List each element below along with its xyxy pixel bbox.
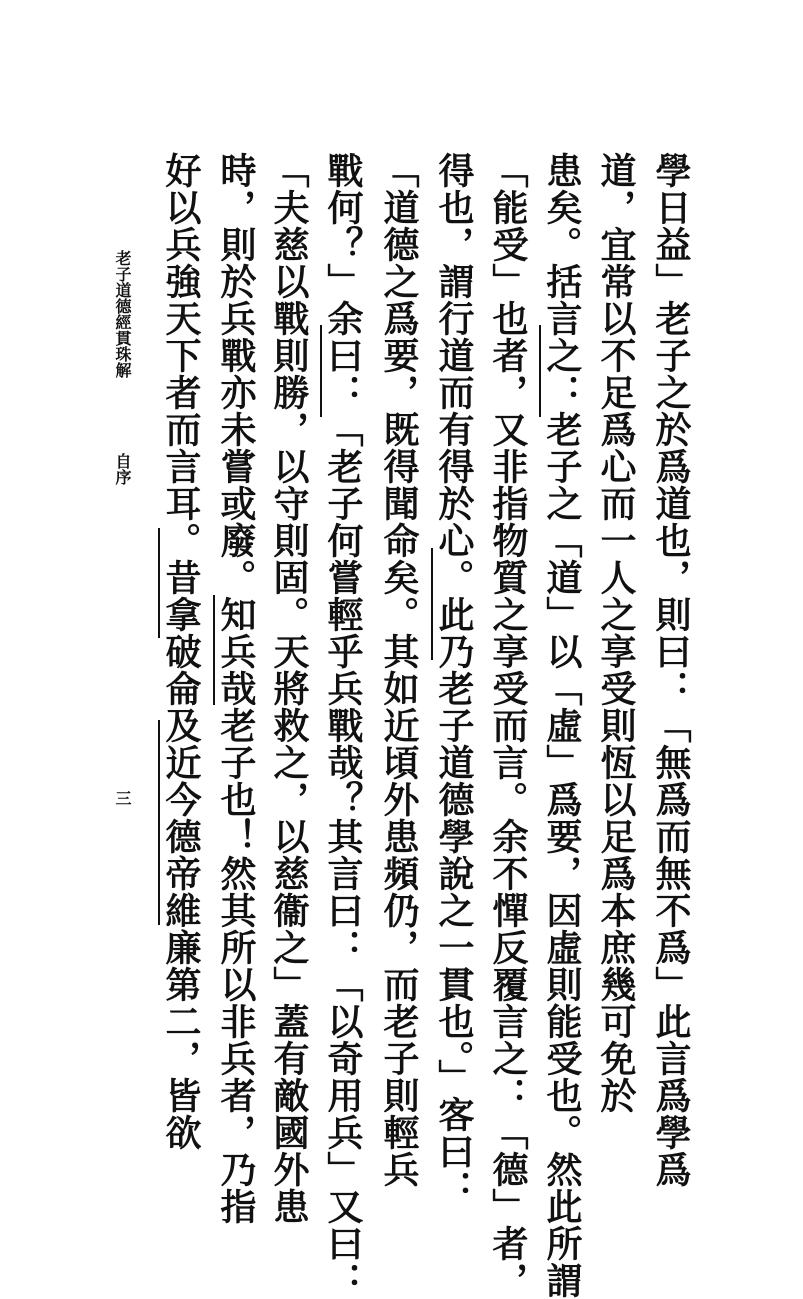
text-column-2: 道，宜常以不足爲心而一人之享受則恆以足爲本庶幾可免於 <box>595 152 637 1114</box>
section-label: 自序 <box>113 453 132 485</box>
page-number: 三 <box>113 790 132 806</box>
name-sideline <box>158 720 160 925</box>
name-sideline <box>431 548 433 660</box>
text-column-3: 患矣。括言之：老子之「道」以「虛」爲要，因虛則能受也。然此所謂 <box>541 152 583 1299</box>
name-sideline <box>158 528 160 638</box>
text-column-7: 戰何？」余曰：「老子何嘗輕乎兵戰哉？其言曰：「以奇用兵」又曰： <box>322 152 364 1299</box>
text-column-4: 「能受」也者，又非指物質之享受而言。余不憚反覆言之：「德」者， <box>487 152 529 1299</box>
name-sideline <box>320 325 322 417</box>
running-title: 老子道德經貫珠解 <box>113 250 132 378</box>
text-column-1: 學日益」老子之於爲道也，則曰：「無爲而無不爲」此言爲學爲 <box>650 152 692 1188</box>
name-sideline <box>213 595 215 705</box>
text-column-8: 「夫慈以戰則勝，以守則固。天將救之，以慈衞之」蓋有敵國外患 <box>268 152 310 1225</box>
text-column-10: 好以兵強天下者而言耳。昔拿破侖及近今德帝維廉第二，皆欲 <box>160 152 202 1151</box>
text-column-9: 時，則於兵戰亦未嘗或廢。知兵哉老子也！然其所以非兵者，乃指 <box>215 152 257 1225</box>
text-column-6: 「道德之爲要，既得聞命矣。其如近頃外患頻仍，而老子則輕兵 <box>378 152 420 1188</box>
name-sideline <box>539 325 541 417</box>
text-column-5: 得也，謂行道而有得於心。此乃老子道德學說之一貫也。」客曰： <box>433 152 475 1207</box>
